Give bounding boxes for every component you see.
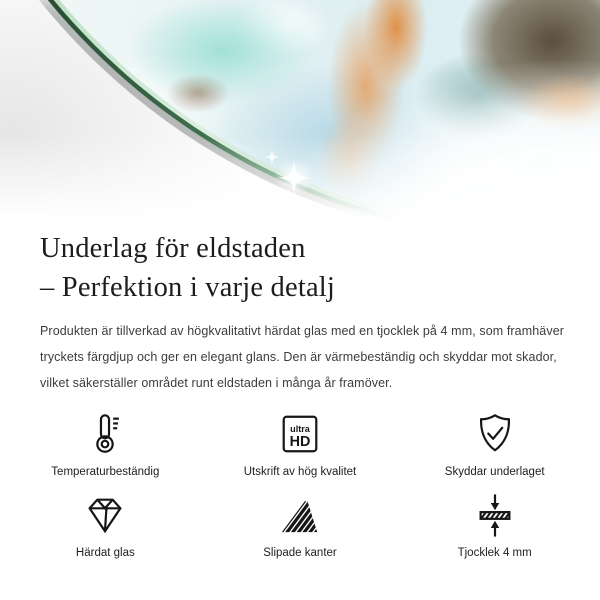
diamond-icon (82, 491, 128, 539)
ultra-hd-icon-text-bottom: HD (289, 433, 311, 450)
photo-fade-overlay (0, 0, 600, 227)
description-line-3: vilket säkerställer området runt eldstaden i många år framöver. (40, 376, 393, 390)
feature-label: Skyddar underlaget (444, 466, 545, 478)
product-description (40, 318, 600, 396)
page-title (40, 227, 600, 307)
feature-label: Temperaturbeständig (51, 466, 160, 478)
feature-label: Härdat glas (75, 547, 135, 559)
description-line-1: Produkten är tillverkad av högkvalitativt härdat glas med en tjocklek på 4 mm, som framhäver (40, 324, 565, 338)
shield-check-icon (472, 410, 518, 458)
feature-label: Utskrift av hög kvalitet (243, 466, 357, 478)
description-line-2: tryckets färgdjup och ger en elegant glans. Den är värmebeständig och skyddar mot skador, (40, 350, 557, 364)
page-title-line-1: Underlag för eldstaden (40, 233, 306, 264)
thickness-icon (472, 491, 518, 539)
feature-temperature-resistant (8, 410, 203, 478)
page-title-line-2: – Perfektion i varje detalj (40, 272, 336, 303)
feature-label: Tjocklek 4 mm (457, 547, 532, 559)
ultra-hd-icon-text-top: ultra (290, 424, 310, 435)
feature-thickness-4mm (397, 491, 592, 559)
feature-protects-surface (397, 410, 592, 478)
feature-tempered-glass (8, 491, 203, 559)
thermometer-icon (82, 410, 128, 458)
feature-grid (0, 410, 600, 559)
product-photo (0, 0, 600, 227)
feature-label: Slipade kanter (263, 547, 337, 559)
ultra-hd-icon (277, 410, 323, 458)
beveled-edges-icon (277, 491, 323, 539)
feature-high-quality-print (203, 410, 398, 478)
feature-polished-edges (203, 491, 398, 559)
